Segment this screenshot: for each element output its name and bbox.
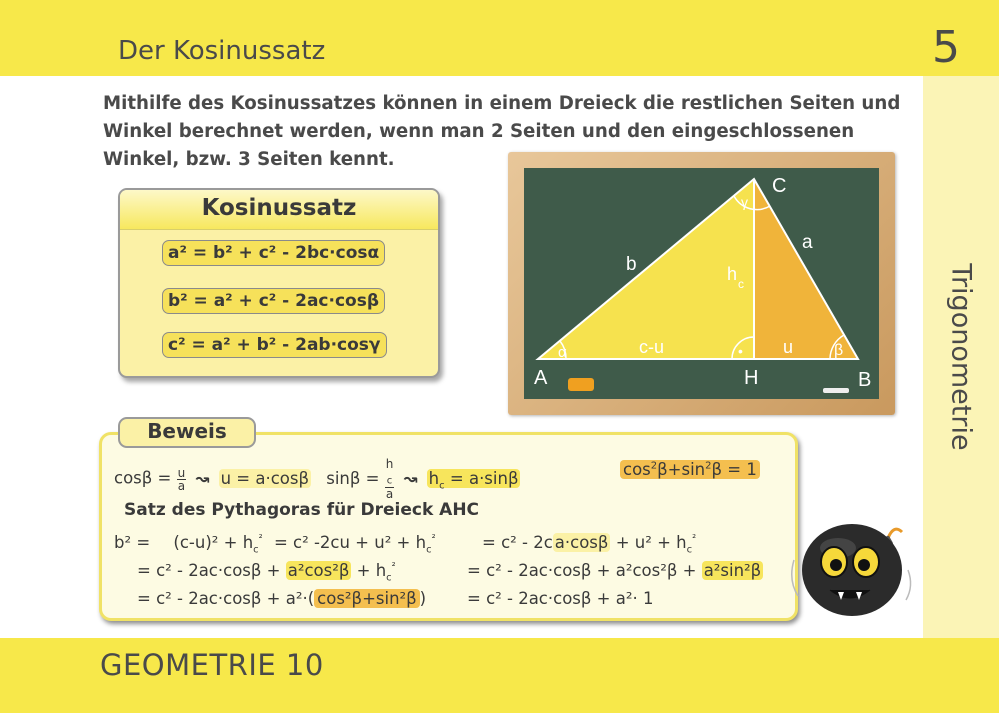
frac-den-a: a	[177, 478, 186, 493]
intro-text: Mithilfe des Kosinussatzes können in einem Dreieck die restlichen Seiten und Winkel berechnet werden, wenn man 2 Seiten und den eingeschlossenen Winkel, bzw. 3 Seiten kennt.	[103, 93, 901, 170]
card-number: 5	[932, 22, 960, 73]
eq-sq4: ²	[391, 561, 396, 573]
eq-sq3: ²	[692, 533, 697, 545]
eq-sub-c4: c	[386, 572, 392, 584]
eq-a2cos2-highlight: a²cos²β	[287, 561, 350, 580]
eq-row2r-start: = c² - 2ac·cosβ + a²cos²β +	[467, 561, 697, 580]
hc-rest: = a·sinβ	[444, 468, 519, 488]
eq-cu: (c-u)² + h	[173, 533, 254, 552]
eq-b2: b² =	[114, 533, 151, 552]
hc-h: h	[428, 468, 440, 488]
eq-sq2: ²	[431, 533, 436, 545]
kosinussatz-box	[118, 188, 440, 378]
chalkboard	[508, 152, 895, 415]
pythagoras-title: Satz des Pythagoras für Dreieck AHC	[124, 500, 480, 520]
eq-u2-h: + u² + h	[615, 533, 687, 552]
frac-den-a2: a	[385, 487, 394, 502]
eq-sub-c1: c	[253, 544, 259, 556]
formula-a: a² = b² + c² - 2bc·cosα	[162, 240, 385, 266]
frac-h: h	[385, 457, 394, 471]
formula-c: c² = a² + b² - 2ab·cosγ	[162, 332, 387, 358]
cos-lhs: cosβ =	[114, 468, 172, 488]
vertex-a: A	[534, 367, 548, 389]
triangle-diagram	[508, 152, 895, 415]
u-equation: u = a·cosβ	[220, 468, 309, 488]
height-sub: c	[738, 277, 744, 291]
side-label: Trigonometrie	[945, 263, 977, 451]
sponge-icon	[568, 378, 594, 391]
frac-num-u: u	[177, 465, 186, 480]
identity-c: β = 1	[711, 460, 757, 479]
eq-a2sin2-highlight: a²sin²β	[703, 561, 762, 580]
arrow-icon: ↝	[195, 468, 210, 488]
hc-sub: c	[439, 480, 445, 491]
identity-highlight: $\cos^2\beta+\sin^2\beta = 1$	[620, 460, 760, 479]
fraction-hc-a	[385, 458, 395, 500]
eq-row2-left	[137, 561, 396, 583]
bomb-mascot-icon	[790, 510, 920, 620]
eq-row2-start: = c² - 2ac·cosβ +	[137, 561, 281, 580]
beweis-title: Beweis	[147, 419, 227, 443]
eq-row3-start: = c² - 2ac·cosβ + a²·(	[137, 589, 315, 608]
side-u-label: u	[783, 337, 794, 357]
eq-row3-left	[137, 589, 426, 608]
beta-label: β	[834, 342, 844, 359]
sin-lhs: sinβ =	[326, 468, 380, 488]
eq-sq1: ²	[258, 533, 263, 545]
eq-plus-h: + h	[356, 561, 387, 580]
identity-a: cos	[623, 460, 651, 479]
identity	[620, 460, 760, 479]
identity-b: β+sin	[657, 460, 706, 479]
eq-row2-right	[467, 561, 763, 580]
vertex-b: B	[858, 369, 872, 391]
chalk-icon	[823, 388, 849, 393]
beweis-line1	[114, 458, 520, 500]
eq-expand: = c² -2cu + u² + h	[273, 533, 427, 552]
eq-row3-right	[467, 589, 653, 608]
eq-acosb-highlight: a·cosβ	[554, 533, 609, 552]
eq-row3-close: )	[419, 589, 427, 608]
frac-h-sub: c	[386, 475, 393, 487]
eq-sub-c2: c	[426, 544, 432, 556]
fuse-spark	[888, 529, 902, 538]
right-angle-dot: •	[738, 343, 743, 359]
eq-row1-right	[482, 533, 696, 555]
hc-equation	[427, 468, 521, 491]
formula-b: b² = a² + c² - 2ac·cosβ	[162, 288, 385, 314]
eq-c2-2c: = c² - 2c	[482, 533, 553, 552]
vertex-c: C	[772, 175, 787, 197]
alpha-label: α	[558, 344, 567, 361]
eq-row1-left	[114, 533, 436, 555]
side-cu-label: c-u	[639, 337, 665, 357]
footer-title: GEOMETRIE 10	[100, 648, 324, 682]
fraction-u-a	[177, 467, 187, 492]
page-title: Der Kosinussatz	[118, 36, 326, 66]
gamma-label: γ	[741, 194, 748, 210]
eq-identity-highlight: cos²β+sin²β	[314, 589, 420, 608]
eq-row3r: = c² - 2ac·cosβ + a²· 1	[467, 589, 654, 608]
frac-num-hc	[385, 458, 395, 488]
kosinussatz-title: Kosinussatz	[201, 195, 357, 221]
height-label: h	[727, 264, 738, 284]
side-a-label: a	[802, 232, 813, 253]
eq-sub-c3: c	[686, 544, 693, 556]
arrow-icon-2: ↝	[403, 468, 418, 488]
vertex-h: H	[744, 367, 759, 389]
side-b-label: b	[626, 254, 637, 275]
